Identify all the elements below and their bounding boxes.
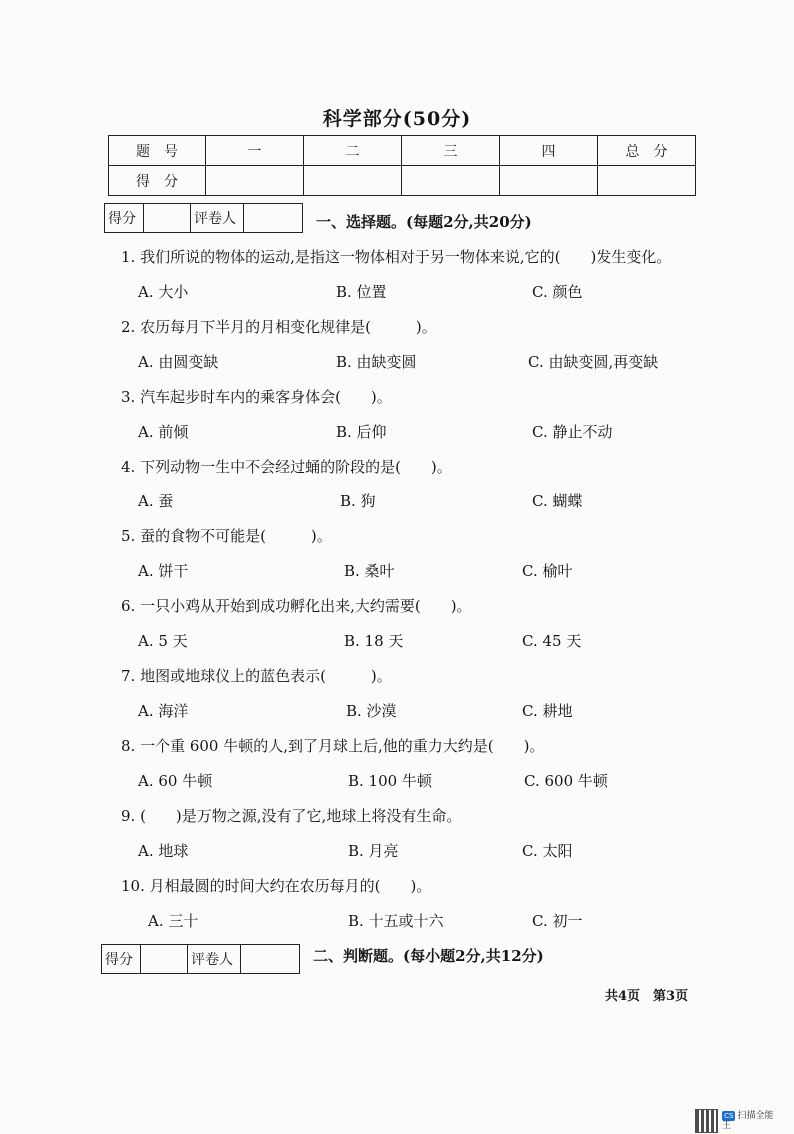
question-5-option-b[interactable]: B. 桑叶 (344, 562, 395, 580)
question-10-option-c[interactable]: C. 初一 (532, 912, 583, 930)
score-header-cell: 四 (500, 136, 598, 166)
question-7-option-b[interactable]: B. 沙漠 (346, 702, 397, 720)
score-cell[interactable] (598, 166, 696, 196)
score-table-header-row (109, 136, 696, 166)
question-10-option-b[interactable]: B. 十五或十六 (348, 912, 444, 930)
question-1-option-a[interactable]: A. 大小 (138, 283, 189, 301)
cs-logo-icon: CS (724, 1112, 734, 1120)
section1-scorer-box (104, 203, 303, 233)
score-cell[interactable] (402, 166, 500, 196)
question-4: 4. 下列动物一生中不会经过蛹的阶段的是( )。 (121, 458, 452, 476)
qr-code-icon (695, 1109, 718, 1133)
score-table (108, 135, 696, 196)
question-7-option-a[interactable]: A. 海洋 (138, 702, 189, 720)
question-4-option-a[interactable]: A. 蚕 (138, 492, 174, 510)
question-1-option-b[interactable]: B. 位置 (336, 283, 387, 301)
score-cell[interactable] (206, 166, 304, 196)
scorer-score-label: 得分 (105, 204, 144, 233)
question-8-option-b[interactable]: B. 100 牛顿 (348, 772, 432, 790)
question-8: 8. 一个重 600 牛顿的人,到了月球上后,他的重力大约是( )。 (121, 737, 545, 755)
question-4-option-c[interactable]: C. 蝴蝶 (532, 492, 583, 510)
score-header-cell: 二 (304, 136, 402, 166)
section2-scorer-box (101, 944, 300, 974)
page-footer: 共4页 第3页 (605, 989, 689, 1004)
question-3-option-b[interactable]: B. 后仰 (336, 423, 387, 441)
scorer-grader-label: 评卷人 (191, 204, 244, 233)
question-2-option-c[interactable]: C. 由缺变圆,再变缺 (528, 353, 659, 371)
question-5-option-a[interactable]: A. 饼干 (138, 562, 189, 580)
scanner-watermark (695, 1108, 780, 1134)
score-header-cell: 一 (206, 136, 304, 166)
question-10: 10. 月相最圆的时间大约在农历每月的( )。 (121, 877, 432, 895)
scorer-grader-label: 评卷人 (188, 945, 241, 974)
question-1-option-c[interactable]: C. 颜色 (532, 283, 583, 301)
watermark-label (722, 1111, 780, 1131)
scorer-score-label: 得分 (102, 945, 141, 974)
question-2: 2. 农历每月下半月的月相变化规律是( )。 (121, 318, 437, 336)
question-6-option-b[interactable]: B. 18 天 (344, 632, 404, 650)
page-title: 科学部分(50分) (322, 108, 472, 130)
question-3: 3. 汽车起步时车内的乘客身体会( )。 (121, 388, 392, 406)
score-header-cell: 总 分 (598, 136, 696, 166)
section1-title: 一、选择题。(每题2分,共20分) (316, 213, 532, 231)
score-cell[interactable] (500, 166, 598, 196)
score-header-cell: 题 号 (109, 136, 206, 166)
question-3-option-a[interactable]: A. 前倾 (138, 423, 189, 441)
watermark-text: 扫描全能王 (722, 1111, 774, 1131)
question-6-option-c[interactable]: C. 45 天 (522, 632, 582, 650)
question-4-option-b[interactable]: B. 狗 (340, 492, 376, 510)
section2-title: 二、判断题。(每小题2分,共12分) (313, 947, 544, 965)
question-9-option-b[interactable]: B. 月亮 (348, 842, 399, 860)
question-2-option-a[interactable]: A. 由圆变缺 (138, 353, 219, 371)
question-3-option-c[interactable]: C. 静止不动 (532, 423, 613, 441)
question-1: 1. 我们所说的物体的运动,是指这一物体相对于另一物体来说,它的( )发生变化。 (121, 248, 672, 266)
question-8-option-c[interactable]: C. 600 牛顿 (524, 772, 608, 790)
score-table-score-row (109, 166, 696, 196)
question-7-option-c[interactable]: C. 耕地 (522, 702, 573, 720)
score-header-cell: 三 (402, 136, 500, 166)
scorer-grader-cell[interactable] (241, 945, 300, 974)
question-9-option-a[interactable]: A. 地球 (138, 842, 189, 860)
question-10-option-a[interactable]: A. 三十 (148, 912, 199, 930)
question-9-option-c[interactable]: C. 太阳 (522, 842, 573, 860)
score-row-label: 得 分 (109, 166, 206, 196)
question-6: 6. 一只小鸡从开始到成功孵化出来,大约需要( )。 (121, 597, 472, 615)
scorer-score-cell[interactable] (141, 945, 188, 974)
scorer-score-cell[interactable] (144, 204, 191, 233)
question-6-option-a[interactable]: A. 5 天 (138, 632, 188, 650)
score-cell[interactable] (304, 166, 402, 196)
question-2-option-b[interactable]: B. 由缺变圆 (336, 353, 417, 371)
question-5-option-c[interactable]: C. 榆叶 (522, 562, 573, 580)
question-5: 5. 蚕的食物不可能是( )。 (121, 527, 332, 545)
question-7: 7. 地图或地球仪上的蓝色表示( )。 (121, 667, 392, 685)
question-8-option-a[interactable]: A. 60 牛顿 (138, 772, 213, 790)
scorer-grader-cell[interactable] (244, 204, 303, 233)
question-9: 9. ( )是万物之源,没有了它,地球上将没有生命。 (121, 807, 462, 825)
